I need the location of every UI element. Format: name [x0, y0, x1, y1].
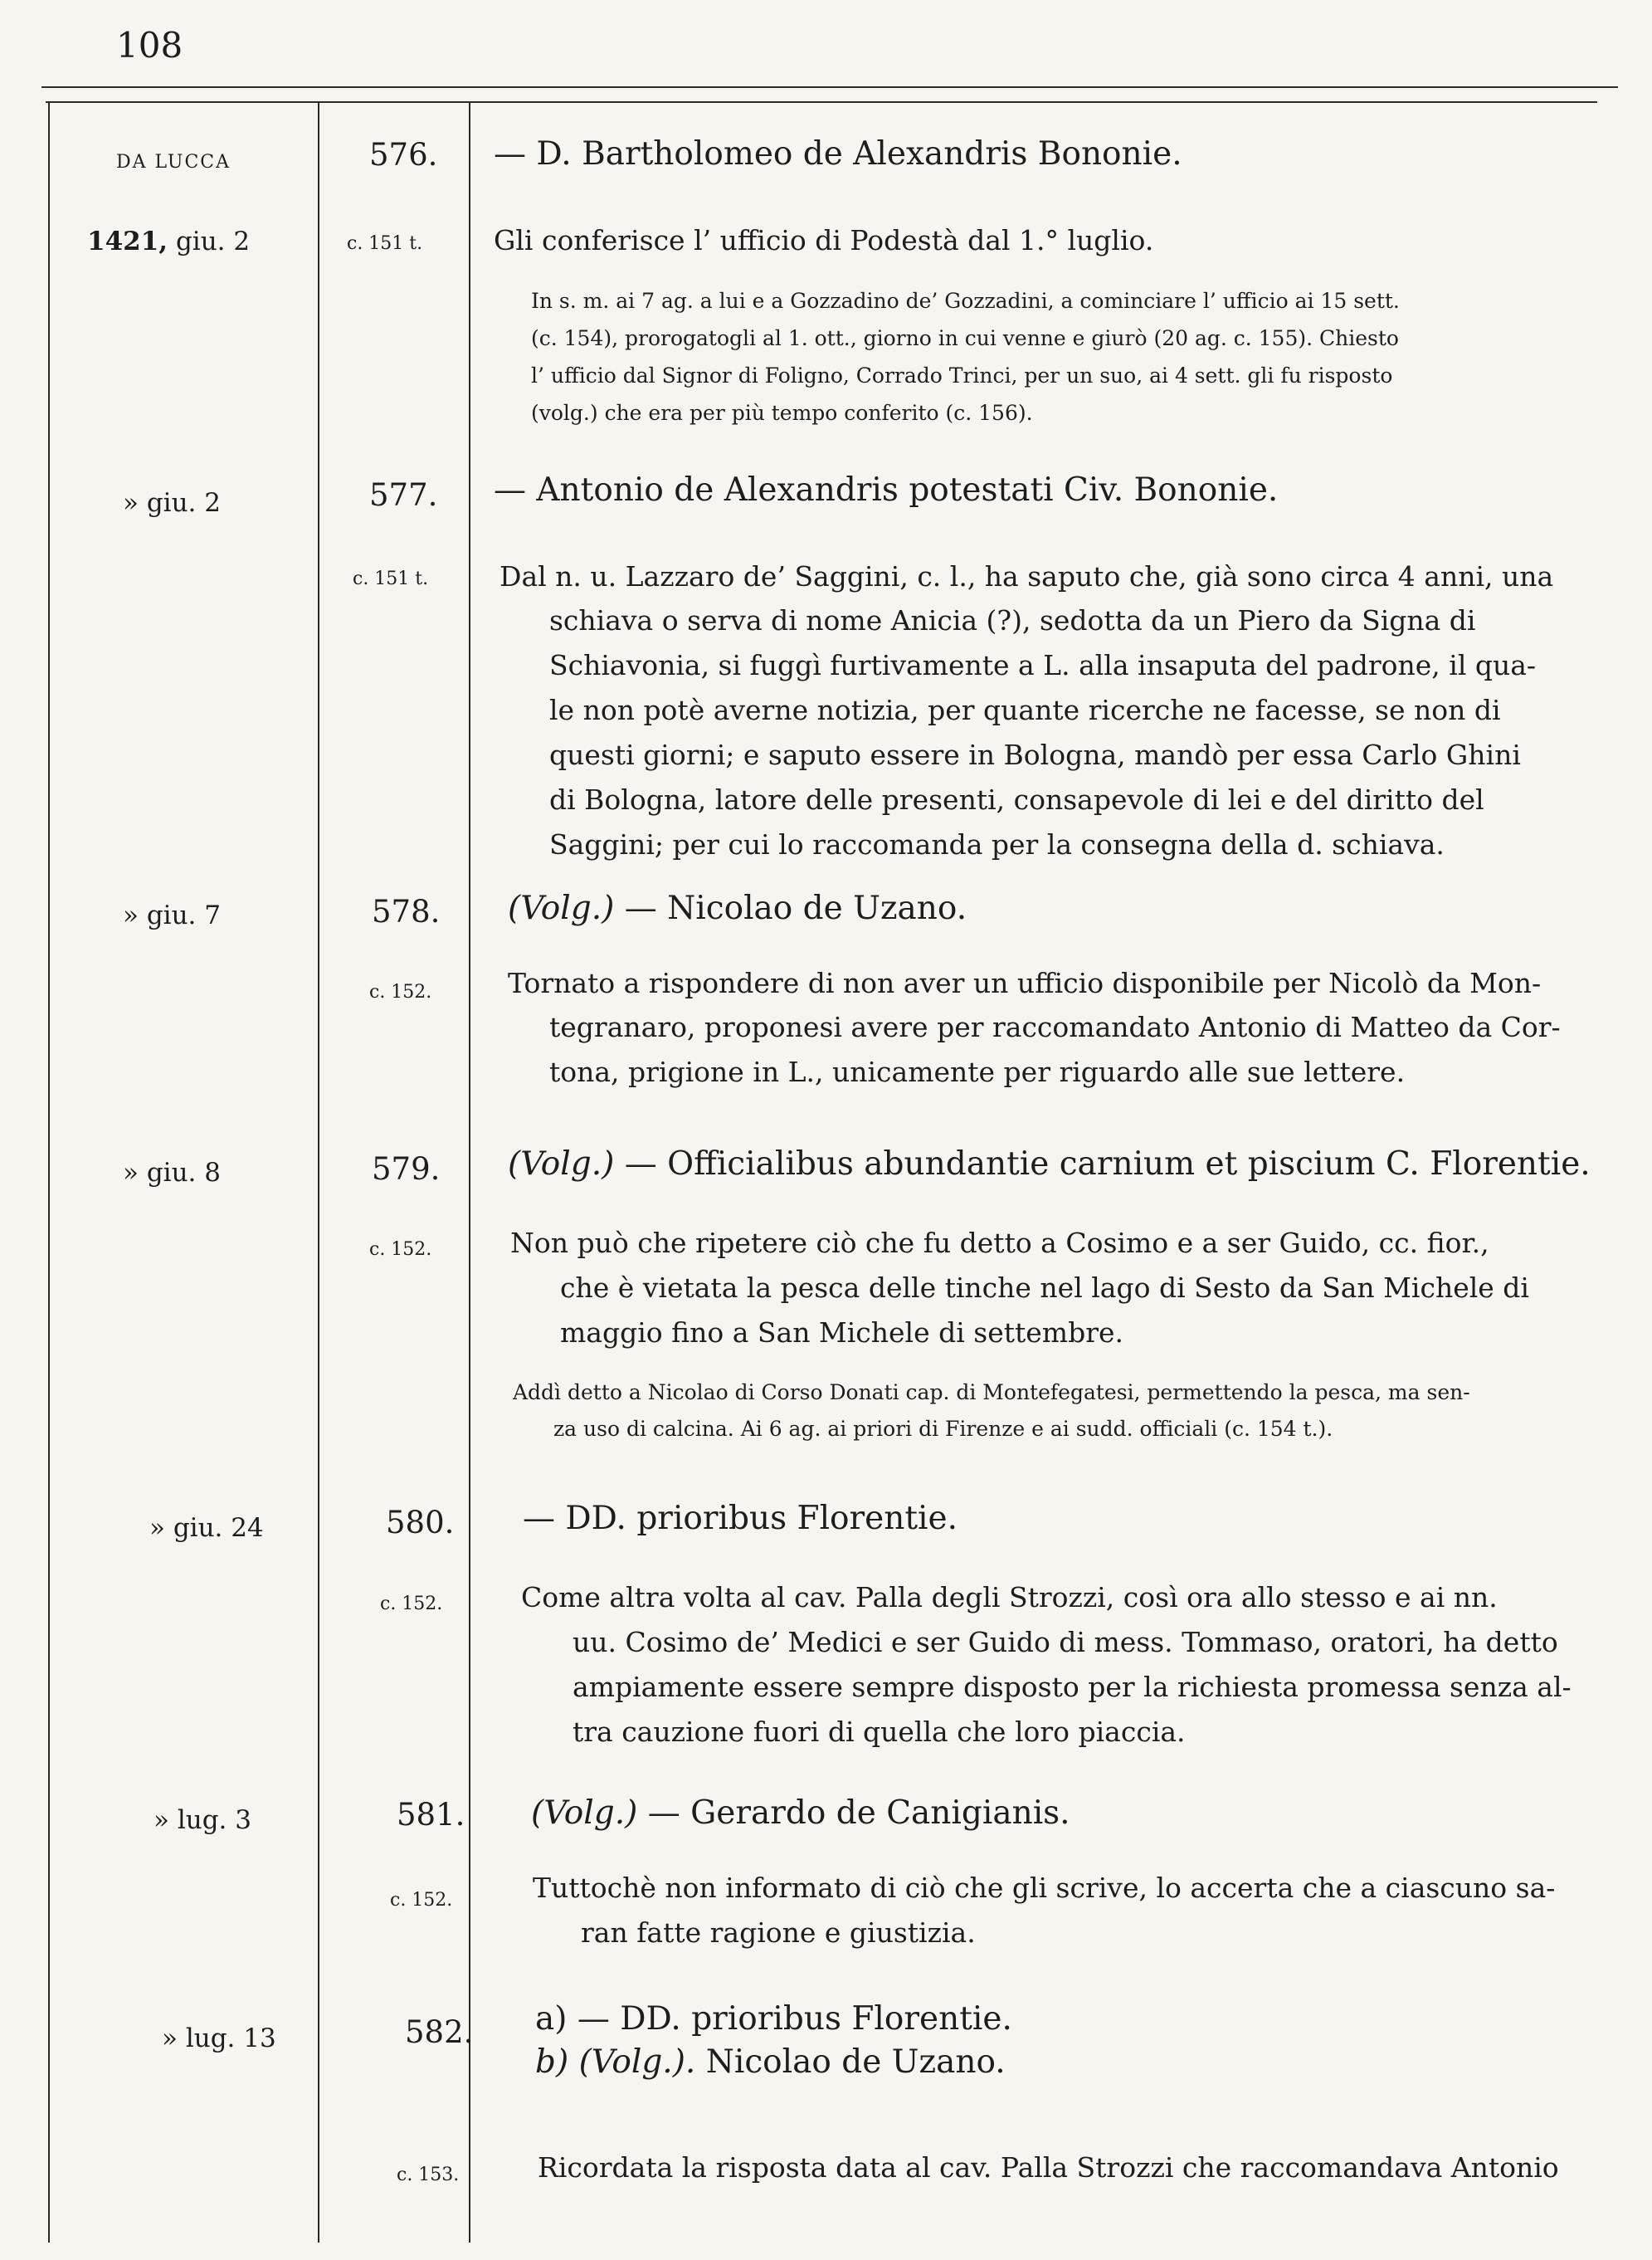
entry-title-prefix: (Volg.) — [508, 890, 615, 927]
entry-body-line: tra cauzione fuori di quella che loro piaccia. — [573, 1716, 1186, 1748]
entry-date: » giu. 24 — [149, 1513, 264, 1543]
entry-body-line: Dal n. u. Lazzaro de’ Saggini, c. l., ha saputo che, già sono circa 4 anni, una — [499, 560, 1554, 593]
number-column-separator — [469, 101, 470, 2243]
entry-body-line: tona, prigione in L., unicamente per riguardo alle sue lettere. — [549, 1056, 1406, 1088]
entry-carta: c. 152. — [369, 982, 432, 1003]
entry-body-line: Come altra volta al cav. Palla degli Strozzi, così ora allo stesso e ai nn. — [521, 1581, 1498, 1613]
header-rule — [46, 101, 1597, 103]
entry-body-line: le non potè averne notizia, per quante ricerche ne facesse, se non di — [549, 694, 1501, 726]
entry-date: » lug. 3 — [154, 1805, 251, 1835]
entry-body-line: maggio fino a San Michele di settembre. — [560, 1316, 1124, 1349]
entry-carta: c. 152. — [369, 1239, 432, 1260]
entry-title — [508, 1145, 1591, 1183]
entry-note-line: Addì detto a Nicolao di Corso Donati cap. di Montefegatesi, permettendo la pesca, ma sen- — [513, 1380, 1470, 1404]
entry-title-text: Nicolao de Uzano. — [705, 2043, 1006, 2081]
entry-number: 577. — [369, 477, 438, 513]
entry-title: — D. Bartholomeo de Alexandris Bononie. — [494, 135, 1182, 173]
entry-year: 1421, — [87, 227, 168, 256]
entry-body-line: Schiavonia, si fuggì furtivamente a L. alla insaputa del padrone, il qua- — [549, 649, 1537, 681]
left-border — [48, 101, 50, 2243]
entry-body-line: tegranaro, proponesi avere per raccomandato Antonio di Matteo da Cor- — [549, 1011, 1561, 1043]
entry-title-text: — Gerardo de Canigianis. — [647, 1794, 1070, 1832]
entry-date — [87, 227, 250, 256]
entry-body-line: uu. Cosimo de’ Medici e ser Guido di mess. Tommaso, oratori, ha detto — [573, 1626, 1558, 1658]
entry-body-line: questi giorni; e saputo essere in Bologna, mandò per essa Carlo Ghini — [549, 739, 1521, 771]
entry-date: » giu. 2 — [123, 488, 221, 518]
entry-day: giu. 2 — [175, 227, 251, 256]
entry-body-line: Tuttochè non informato di ciò che gli scrive, lo accerta che a ciascuno sa- — [533, 1872, 1556, 1904]
header-city: DA LUCCA — [116, 152, 231, 173]
entry-body-line: di Bologna, latore delle presenti, consapevole di lei e del diritto del — [549, 783, 1484, 816]
entry-note-line: l’ ufficio dal Signor di Foligno, Corrado Trinci, per un suo, ai 4 sett. gli fu risposto — [531, 364, 1393, 388]
entry-note-line: (volg.) che era per più tempo conferito (c. 156). — [531, 401, 1033, 425]
entry-carta: c. 152. — [390, 1890, 453, 1911]
entry-title-text: — Nicolao de Uzano. — [624, 890, 967, 927]
entry-title-prefix: (Volg.) — [531, 1794, 638, 1832]
entry-title: — DD. prioribus Florentie. — [523, 1500, 958, 1537]
entry-title-prefix: (Volg.) — [508, 1145, 615, 1183]
date-column-separator — [318, 101, 319, 2243]
entry-title: — Antonio de Alexandris potestati Civ. Bononie. — [494, 471, 1279, 509]
entry-body-line: Saggini; per cui lo raccomanda per la consegna della d. schiava. — [549, 828, 1445, 861]
entry-date: » giu. 7 — [123, 901, 221, 930]
entry-number: 576. — [369, 137, 438, 173]
entry-body-line: che è vietata la pesca delle tinche nel lago di Sesto da San Michele di — [560, 1272, 1529, 1304]
entry-body-line: Ricordata la risposta data al cav. Palla Strozzi che raccomandava Antonio — [538, 2151, 1559, 2184]
entry-note-line: In s. m. ai 7 ag. a lui e a Gozzadino de’ Gozzadini, a cominciare l’ ufficio ai 15 sett. — [531, 289, 1400, 313]
entry-title — [508, 890, 967, 927]
entry-carta: c. 153. — [397, 2165, 460, 2185]
entry-body-line: ampiamente essere sempre disposto per la richiesta promessa senza al- — [573, 1671, 1572, 1703]
entry-date: » giu. 8 — [123, 1158, 221, 1188]
entry-date: » lug. 13 — [162, 2023, 276, 2053]
entry-carta: c. 152. — [380, 1594, 443, 1614]
entry-body-line: Tornato a rispondere di non aver un ufficio disponibile per Nicolò da Mon- — [508, 967, 1542, 999]
entry-body-line: Gli conferisce l’ ufficio di Podestà dal 1.° luglio. — [494, 224, 1154, 256]
entry-title-a: a) — DD. prioribus Florentie. — [535, 2000, 1012, 2038]
entry-note-line: (c. 154), prorogatogli al 1. ott., giorno in cui venne e giurò (20 ag. c. 155). Chiesto — [531, 326, 1399, 350]
entry-number: 579. — [372, 1151, 441, 1187]
entry-body-line: schiava o serva di nome Anicia (?), sedotta da un Piero da Signa di — [549, 604, 1476, 637]
entry-title-text: — Officialibus abundantie carnium et piscium C. Florentie. — [624, 1145, 1591, 1183]
top-rule — [41, 86, 1618, 88]
entry-note-line: za uso di calcina. Ai 6 ag. ai priori di Firenze e ai sudd. officiali (c. 154 t.). — [553, 1417, 1333, 1441]
entry-title-prefix: b) (Volg.). — [535, 2043, 696, 2081]
entry-carta: c. 151 t. — [353, 569, 429, 589]
entry-body-line: Non può che ripetere ciò che fu detto a Cosimo e a ser Guido, cc. fior., — [510, 1227, 1489, 1259]
entry-number: 578. — [372, 894, 441, 930]
entry-number: 582. — [405, 2014, 474, 2050]
entry-number: 580. — [386, 1505, 455, 1540]
entry-carta: c. 151 t. — [347, 233, 423, 254]
entry-title-b — [535, 2043, 1006, 2081]
entry-body-line: ran fatte ragione e giustizia. — [581, 1916, 976, 1949]
entry-title — [531, 1794, 1070, 1832]
entry-number: 581. — [397, 1797, 465, 1833]
page-number: 108 — [116, 25, 183, 66]
